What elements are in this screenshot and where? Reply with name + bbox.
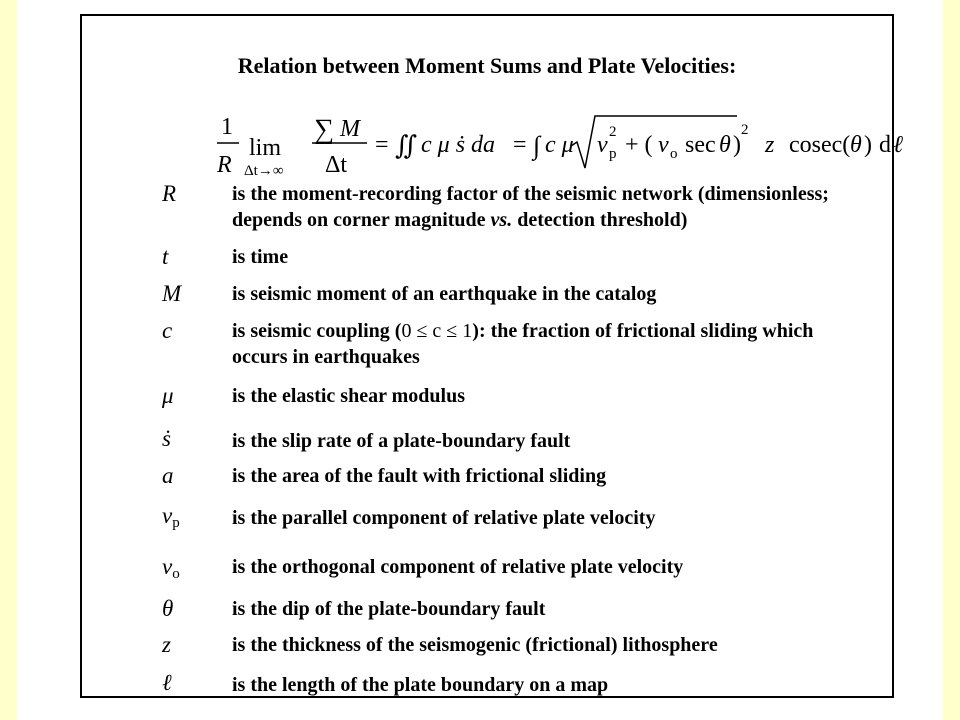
definition-a: is the area of the fault with frictional sliding xyxy=(232,465,607,487)
definition-c-inequality: 0 ≤ c ≤ 1 xyxy=(401,320,473,342)
formula-double-integral: ∬ xyxy=(395,131,418,160)
formula-theta2: θ xyxy=(850,132,862,158)
definition-R xyxy=(232,181,942,233)
formula-integral: ∫ xyxy=(533,131,541,160)
definition-c-text-b: ): the fraction of frictional sliding which xyxy=(472,320,814,342)
definition-M: is seismic moment of an earthquake in the catalog xyxy=(232,283,657,305)
formula-close2: ) xyxy=(864,132,872,158)
definition-row-mu xyxy=(82,381,942,411)
formula-one: 1 xyxy=(221,114,233,140)
formula-plus: + ( xyxy=(625,132,653,158)
symbol-s-dot: ṡ xyxy=(162,426,171,451)
definition-c-line2: occurs in earthquakes xyxy=(232,346,420,368)
formula-d: d xyxy=(879,132,891,158)
symbol-vo-base: v xyxy=(162,554,173,579)
definition-R-line2 xyxy=(232,207,942,233)
formula-lim-sub: Δt→∞ xyxy=(244,163,284,179)
definition-row-vp xyxy=(82,501,942,531)
formula-M: M xyxy=(340,116,360,142)
formula-eq1: = xyxy=(375,132,389,158)
definition-row-a xyxy=(82,461,942,491)
formula-close: ) xyxy=(733,132,741,158)
definition-c xyxy=(232,318,942,370)
formula-vp-sub: p xyxy=(609,146,617,162)
formula-R: R xyxy=(217,152,232,178)
content-frame xyxy=(80,14,903,698)
formula-lim: lim xyxy=(249,135,282,161)
moment-sum-formula xyxy=(217,102,917,188)
symbol-c: c xyxy=(162,318,173,343)
formula-theta: θ xyxy=(719,132,731,158)
formula-term1: c μ ṡ da xyxy=(421,132,496,158)
definition-row-M xyxy=(82,279,942,309)
definition-row-c xyxy=(82,316,942,368)
symbol-vp-sub: p xyxy=(172,515,180,531)
symbol-vo xyxy=(162,552,214,589)
formula-sec: sec xyxy=(685,132,716,158)
formula-vo-sub: o xyxy=(670,146,678,162)
symbol-ell: ℓ xyxy=(162,670,172,695)
symbol-a: a xyxy=(162,463,174,488)
formula-vp-sup: 2 xyxy=(609,124,617,140)
definition-vp: is the parallel component of relative plate velocity xyxy=(232,507,656,529)
definition-row-vo xyxy=(82,552,942,582)
definition-row-s-dot xyxy=(82,424,942,454)
definition-row-theta xyxy=(82,594,942,624)
formula-vo: v xyxy=(658,132,669,158)
definition-mu: is the elastic shear modulus xyxy=(232,385,465,407)
formula-z: z xyxy=(765,132,775,158)
formula-svg xyxy=(217,102,917,188)
definition-row-R xyxy=(82,179,942,231)
definition-R-line2-italic: vs. xyxy=(490,209,513,231)
definition-s-dot: is the slip rate of a plate-boundary fault xyxy=(232,430,571,452)
formula-close-sup: 2 xyxy=(741,122,749,138)
definition-row-t xyxy=(82,242,942,272)
formula-sum: ∑ xyxy=(314,114,334,145)
formula-ell: ℓ xyxy=(893,132,903,158)
definition-z: is the thickness of the seismogenic (frictional) lithosphere xyxy=(232,634,718,656)
definition-R-line2-end: detection threshold) xyxy=(517,209,688,231)
formula-cosec: cosec( xyxy=(789,132,851,158)
slide xyxy=(17,0,943,720)
symbol-vp xyxy=(162,501,214,538)
definition-row-z xyxy=(82,630,942,660)
formula-dt: Δt xyxy=(325,152,348,178)
definition-ell: is the length of the plate boundary on a map xyxy=(232,674,609,696)
symbol-mu: μ xyxy=(162,383,174,408)
definition-R-line1: is the moment-recording factor of the seismic network (dimensionless; xyxy=(232,183,829,205)
definition-c-line1 xyxy=(232,318,942,344)
definition-row-ell xyxy=(82,670,942,700)
symbol-t: t xyxy=(162,244,169,269)
symbol-z: z xyxy=(162,632,171,657)
formula-term2: c μ xyxy=(545,132,574,158)
formula-eq2: = xyxy=(513,132,527,158)
definition-c-text-a: is seismic coupling ( xyxy=(232,320,402,342)
definition-R-line2-start: depends on corner magnitude xyxy=(232,209,486,231)
definition-theta: is the dip of the plate-boundary fault xyxy=(232,598,546,620)
symbol-R: R xyxy=(162,181,177,206)
definition-vo: is the orthogonal component of relative plate velocity xyxy=(232,556,684,578)
symbol-theta: θ xyxy=(162,596,174,621)
definition-t: is time xyxy=(232,246,289,268)
formula-vp: v xyxy=(597,132,608,158)
symbol-M: M xyxy=(162,281,182,306)
symbol-vo-sub: o xyxy=(172,566,180,582)
slide-title: Relation between Moment Sums and Plate Velocities: xyxy=(237,53,737,78)
symbol-vp-base: v xyxy=(162,503,173,528)
